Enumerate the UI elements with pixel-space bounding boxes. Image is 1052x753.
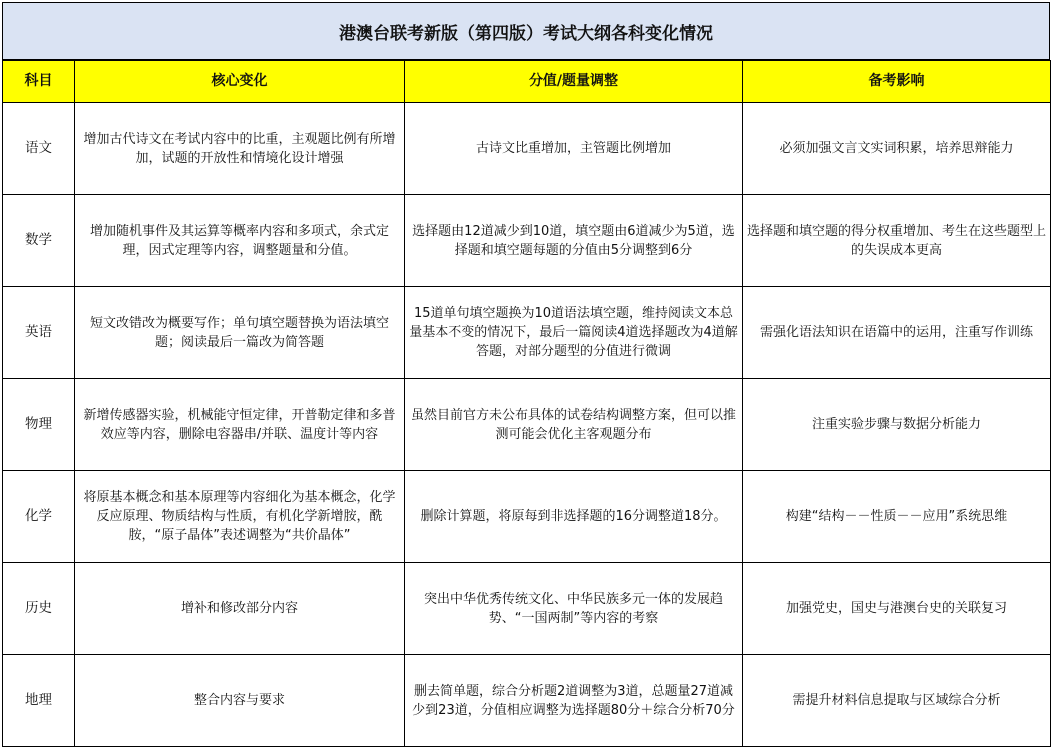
table-row bbox=[3, 287, 1051, 379]
cell-adjust: 15道单句填空题换为10道语法填空题，维持阅读文本总量基本不变的情况下，最后一篇阅读4道选择题改为4道解答题，对部分题型的分值进行微调 bbox=[405, 287, 743, 379]
cell-subject: 地理 bbox=[3, 655, 75, 747]
cell-subject: 英语 bbox=[3, 287, 75, 379]
header-core-change: 核心变化 bbox=[75, 61, 405, 103]
header-subject: 科目 bbox=[3, 61, 75, 103]
cell-change: 短文改错改为概要写作；单句填空题替换为语法填空题；阅读最后一篇改为简答题 bbox=[75, 287, 405, 379]
cell-adjust: 删去简单题，综合分析题2道调整为3道，总题量27道减少到23道，分值相应调整为选择题80分＋综合分析70分 bbox=[405, 655, 743, 747]
table-row bbox=[3, 103, 1051, 195]
header-prep-impact: 备考影响 bbox=[743, 61, 1051, 103]
cell-impact: 构建“结构－－性质－－应用”系统思维 bbox=[743, 471, 1051, 563]
cell-change: 增加古代诗文在考试内容中的比重，主观题比例有所增加，试题的开放性和情境化设计增强 bbox=[75, 103, 405, 195]
table-title: 港澳台联考新版（第四版）考试大纲各科变化情况 bbox=[2, 2, 1050, 60]
cell-impact: 注重实验步骤与数据分析能力 bbox=[743, 379, 1051, 471]
table-row bbox=[3, 655, 1051, 747]
cell-impact: 加强党史，国史与港澳台史的关联复习 bbox=[743, 563, 1051, 655]
cell-subject: 化学 bbox=[3, 471, 75, 563]
cell-adjust: 删除计算题，将原每到非选择题的16分调整道18分。 bbox=[405, 471, 743, 563]
table-wrapper bbox=[2, 2, 1050, 747]
cell-impact: 选择题和填空题的得分权重增加、考生在这些题型上的失误成本更高 bbox=[743, 195, 1051, 287]
cell-subject: 语文 bbox=[3, 103, 75, 195]
cell-change: 新增传感器实验，机械能守恒定律，开普勒定律和多普效应等内容，删除电容器串/并联、温度计等内容 bbox=[75, 379, 405, 471]
changes-table bbox=[2, 60, 1051, 747]
cell-subject: 历史 bbox=[3, 563, 75, 655]
header-row bbox=[3, 61, 1051, 103]
cell-change: 增加随机事件及其运算等概率内容和多项式，余式定理，因式定理等内容，调整题量和分值。 bbox=[75, 195, 405, 287]
table-row bbox=[3, 379, 1051, 471]
cell-change: 增补和修改部分内容 bbox=[75, 563, 405, 655]
header-score-adjust: 分值/题量调整 bbox=[405, 61, 743, 103]
cell-change: 将原基本概念和基本原理等内容细化为基本概念，化学反应原理、物质结构与性质，有机化学新增胺，酰胺，“原子晶体”表述调整为“共价晶体” bbox=[75, 471, 405, 563]
table-row bbox=[3, 471, 1051, 563]
cell-impact: 必须加强文言文实词积累，培养思辩能力 bbox=[743, 103, 1051, 195]
cell-adjust: 突出中华优秀传统文化、中华民族多元一体的发展趋势、“一国两制”等内容的考察 bbox=[405, 563, 743, 655]
table-row bbox=[3, 563, 1051, 655]
cell-adjust: 古诗文比重增加，主管题比例增加 bbox=[405, 103, 743, 195]
cell-impact: 需提升材料信息提取与区域综合分析 bbox=[743, 655, 1051, 747]
table-row bbox=[3, 195, 1051, 287]
cell-adjust: 虽然目前官方未公布具体的试卷结构调整方案，但可以推测可能会优化主客观题分布 bbox=[405, 379, 743, 471]
cell-subject: 数学 bbox=[3, 195, 75, 287]
cell-change: 整合内容与要求 bbox=[75, 655, 405, 747]
cell-adjust: 选择题由12道减少到10道，填空题由6道减少为5道，选择题和填空题每题的分值由5分调整到6分 bbox=[405, 195, 743, 287]
cell-subject: 物理 bbox=[3, 379, 75, 471]
cell-impact: 需强化语法知识在语篇中的运用，注重写作训练 bbox=[743, 287, 1051, 379]
